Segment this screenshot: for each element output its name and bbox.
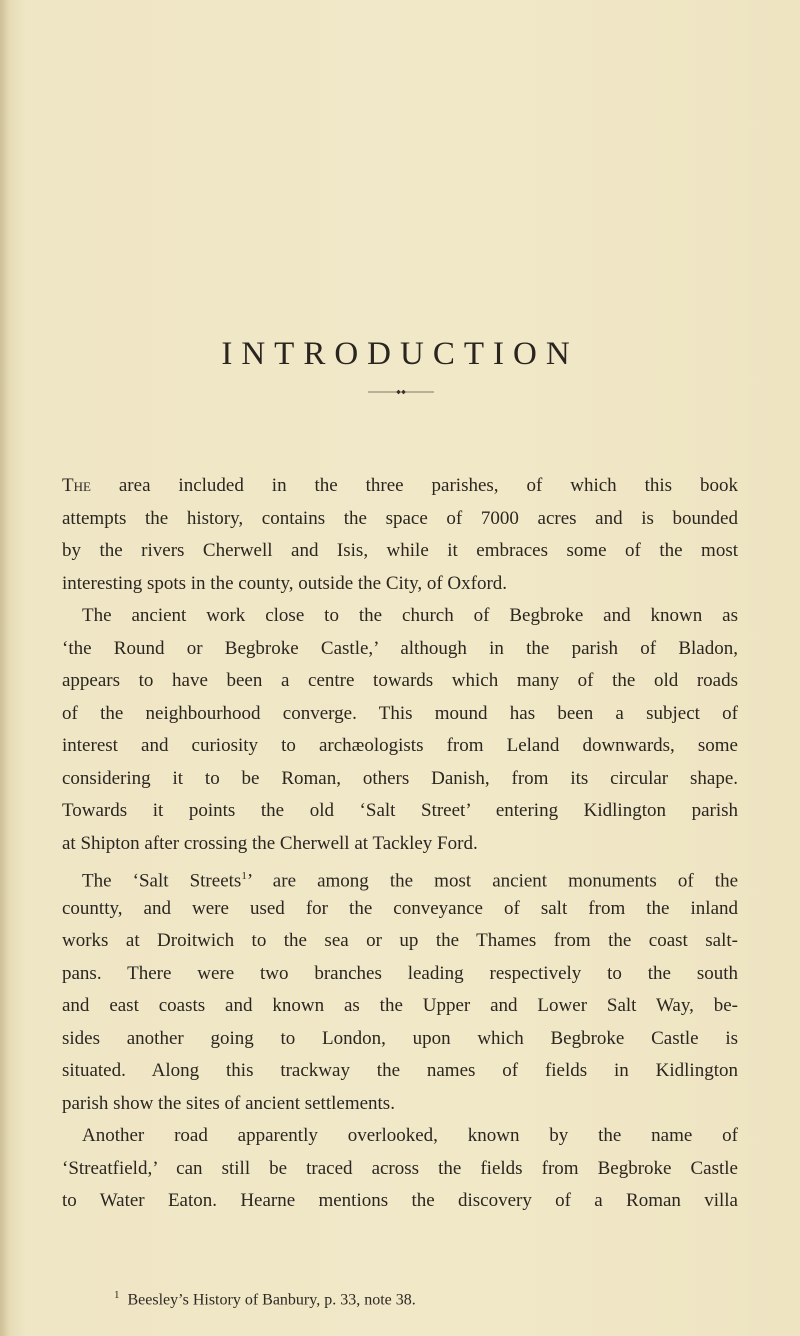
text-line: situated. Along this trackway the names of fields in Kidlington bbox=[62, 1060, 738, 1081]
text-line: interesting spots in the county, outside the City, of Oxford. bbox=[62, 572, 508, 594]
text-line: works at Droitwich to the sea or up the Thames from the coast salt- bbox=[62, 930, 738, 951]
text-line: sides another going to London, upon which Begbroke Castle is bbox=[62, 1027, 738, 1049]
text-line: parish show the sites of ancient settlements. bbox=[62, 1092, 395, 1114]
text-line: ‘the Round or Begbroke Castle,’ although in the parish of Bladon, bbox=[62, 637, 738, 659]
footnote-text: Beesley’s History of Banbury, p. 33, note 38. bbox=[127, 1291, 416, 1309]
text-line: considering it to be Roman, others Danish, from its circular shape. bbox=[62, 767, 738, 789]
text-line: Another road apparently overlooked, known by the name of bbox=[82, 1125, 738, 1146]
text-line: pans. There were two branches leading respectively to the south bbox=[62, 962, 738, 984]
text-line: The ancient work close to the church of Begbroke and known as bbox=[82, 605, 738, 626]
text-line: The area included in the three parishes, of which this book bbox=[62, 475, 738, 496]
text-line: Towards it points the old ‘Salt Street’ entering Kidlington parish bbox=[62, 800, 738, 821]
text-line: attempts the history, contains the space of 7000 acres and is bounded bbox=[62, 507, 738, 529]
lead-word: The bbox=[62, 475, 91, 496]
footnote bbox=[114, 1289, 416, 1309]
text-line: ‘Streatfield,’ can still be traced across the fields from Begbroke Castle bbox=[62, 1157, 738, 1179]
text-line: countty, and were used for the conveyance of salt from the inland bbox=[62, 897, 738, 919]
text-line: by the rivers Cherwell and Isis, while it embraces some of the most bbox=[62, 540, 738, 561]
text-line: and east coasts and known as the Upper and Lower Salt Way, be- bbox=[62, 995, 738, 1016]
text-line: appears to have been a centre towards which many of the old roads bbox=[62, 670, 738, 691]
text-line: The ‘Salt Streets$^1$’ are among the most ancient monuments of the bbox=[82, 870, 739, 892]
text-line: to Water Eaton. Hearne mentions the discovery of a Roman villa bbox=[62, 1190, 738, 1211]
footnote-marker: 1 bbox=[241, 870, 247, 882]
text-line: at Shipton after crossing the Cherwell at Tackley Ford. bbox=[62, 832, 478, 854]
chapter-title: INTRODUCTION bbox=[221, 336, 579, 372]
text-line: of the neighbourhood converge. This mound has been a subject of bbox=[62, 702, 738, 724]
body-text bbox=[62, 470, 738, 1218]
text-line: interest and curiosity to archæologists from Leland downwards, some bbox=[62, 735, 738, 756]
double-diamond-rule-icon bbox=[368, 389, 434, 395]
footnote-number: 1 bbox=[114, 1289, 120, 1301]
